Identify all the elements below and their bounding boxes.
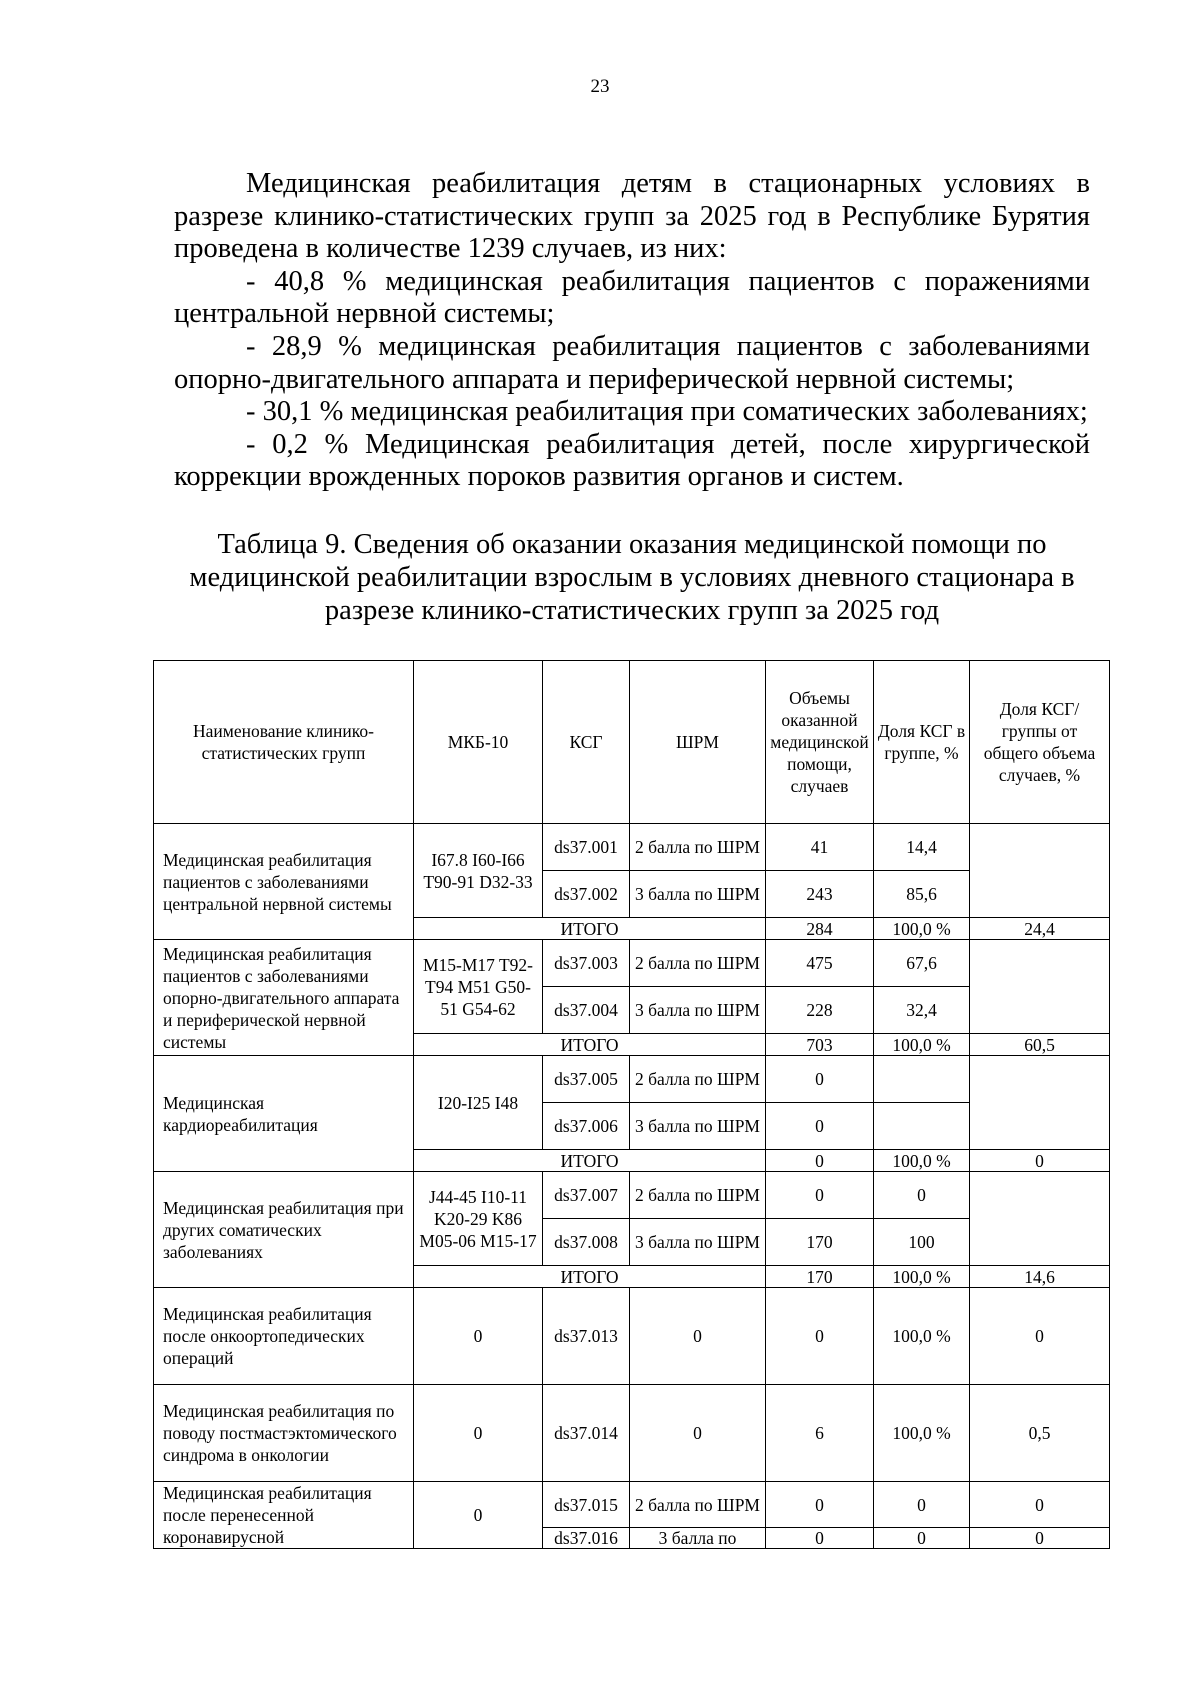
group-name: Медицинская реабилитация по поводу постмастэктомического синдрома в онкологии	[154, 1385, 414, 1482]
total-volume: 170	[766, 1266, 874, 1288]
table-row	[154, 1172, 1110, 1219]
mkb-codes: 0	[414, 1385, 543, 1482]
shrm-cell: 0	[630, 1288, 766, 1385]
total-volume: 0	[766, 1150, 874, 1172]
total-of-all: 0	[970, 1288, 1110, 1385]
share-total-empty	[970, 1056, 1110, 1150]
shrm-cell: 0	[630, 1385, 766, 1482]
itogo-label: ИТОГО	[414, 918, 766, 940]
total-volume: 703	[766, 1034, 874, 1056]
share-cell: 67,6	[874, 940, 970, 987]
shrm-cell: 3 балла по ШРМ	[630, 1219, 766, 1266]
rehab-table	[153, 660, 1110, 1549]
group-name: Медицинская реабилитация пациентов с заболеваниями центральной нервной системы	[154, 824, 414, 940]
volume-cell: 243	[766, 871, 874, 918]
ksg-code: ds37.008	[543, 1219, 630, 1266]
total-of-all: 60,5	[970, 1034, 1110, 1056]
volume-cell: 0	[766, 1056, 874, 1103]
shrm-cell: 2 балла по ШРМ	[630, 1056, 766, 1103]
table-row	[154, 1385, 1110, 1482]
mkb-codes: 0	[414, 1288, 543, 1385]
share-total-empty	[970, 1172, 1110, 1266]
volume-cell: 41	[766, 824, 874, 871]
header-volume: Объемы оказанной медицинской помощи, случаев	[766, 661, 874, 824]
group-name: Медицинская кардиореабилитация	[154, 1056, 414, 1172]
table-row	[154, 1056, 1110, 1103]
header-share-total: Доля КСГ/группы от общего объема случаев, %	[970, 661, 1110, 824]
ksg-code: ds37.006	[543, 1103, 630, 1150]
volume-cell: 170	[766, 1219, 874, 1266]
header-ksg: КСГ	[543, 661, 630, 824]
ksg-code: ds37.015	[543, 1482, 630, 1528]
table-caption: Таблица 9. Сведения об оказании оказания медицинской помощи по медицинской реабилитации взрослым в условиях дневного стационара в разрезе клинико-статистических групп за 2025 год	[189, 529, 1075, 626]
total-of-all: 0	[970, 1150, 1110, 1172]
ksg-code: ds37.003	[543, 940, 630, 987]
header-name: Наименование клинико-статистических групп	[154, 661, 414, 824]
share-cell	[874, 1056, 970, 1103]
share-total-empty	[970, 824, 1110, 918]
total-share: 100,0 %	[874, 918, 970, 940]
paragraph: Медицинская реабилитация детям в стационарных условиях в разрезе клинико-статистических групп за 2025 год в Республике Бурятия проведена в количестве 1239 случаев, из них:	[174, 168, 1090, 265]
paragraph: - 28,9 % медицинская реабилитация пациентов с заболеваниями опорно-двигательного аппарата и периферической нервной системы;	[174, 330, 1090, 395]
volume-cell: 0	[766, 1528, 874, 1549]
table-row	[154, 940, 1110, 987]
ksg-code: ds37.001	[543, 824, 630, 871]
share-cell	[874, 1103, 970, 1150]
group-name: Медицинская реабилитация пациентов с заболеваниями опорно-двигательного аппарата и периферической нервной системы	[154, 940, 414, 1056]
total-of-all: 14,6	[970, 1266, 1110, 1288]
share-cell: 14,4	[874, 824, 970, 871]
group-name: Медицинская реабилитация при других соматических заболеваниях	[154, 1172, 414, 1288]
volume-cell: 6	[766, 1385, 874, 1482]
ksg-code: ds37.002	[543, 871, 630, 918]
share-cell: 0	[874, 1528, 970, 1549]
shrm-cell: 3 балла по ШРМ	[630, 987, 766, 1034]
volume-cell: 228	[766, 987, 874, 1034]
total-share: 100,0 %	[874, 1266, 970, 1288]
paragraph: - 0,2 % Медицинская реабилитация детей, после хирургической коррекции врожденных пороков развития органов и систем.	[174, 428, 1090, 493]
shrm-cell: 3 балла по	[630, 1528, 766, 1549]
group-name: Медицинская реабилитация после онкоортопедических операций	[154, 1288, 414, 1385]
ksg-code: ds37.014	[543, 1385, 630, 1482]
body-text	[174, 168, 1090, 494]
table-header-row	[154, 661, 1110, 824]
total-share: 100,0 %	[874, 1150, 970, 1172]
paragraph: - 30,1 % медицинская реабилитация при соматических заболеваниях;	[246, 396, 1088, 428]
group-name: Медицинская реабилитация после перенесенной коронавирусной	[154, 1482, 414, 1549]
volume-cell: 0	[766, 1288, 874, 1385]
ksg-code: ds37.013	[543, 1288, 630, 1385]
volume-cell: 475	[766, 940, 874, 987]
shrm-cell: 2 балла по ШРМ	[630, 824, 766, 871]
itogo-label: ИТОГО	[414, 1266, 766, 1288]
shrm-cell: 3 балла по ШРМ	[630, 871, 766, 918]
header-shrm: ШРМ	[630, 661, 766, 824]
table-row	[154, 1482, 1110, 1528]
share-cell: 100,0 %	[874, 1288, 970, 1385]
header-mkb: МКБ-10	[414, 661, 543, 824]
page-number: 23	[590, 76, 610, 97]
share-cell: 100	[874, 1219, 970, 1266]
shrm-cell: 2 балла по ШРМ	[630, 1482, 766, 1528]
paragraph: - 40,8 % медицинская реабилитация пациентов с поражениями центральной нервной системы;	[174, 265, 1090, 330]
shrm-cell: 2 балла по ШРМ	[630, 1172, 766, 1219]
share-cell: 0	[874, 1172, 970, 1219]
table-row	[154, 824, 1110, 871]
total-of-all: 0,5	[970, 1385, 1110, 1482]
total-share: 100,0 %	[874, 1034, 970, 1056]
total-of-all: 0	[970, 1528, 1110, 1549]
volume-cell: 0	[766, 1172, 874, 1219]
ksg-code: ds37.016	[543, 1528, 630, 1549]
mkb-codes: J44-45 I10-11 K20-29 K86 M05-06 M15-17	[414, 1172, 543, 1266]
mkb-codes: M15-M17 T92-T94 M51 G50-51 G54-62	[414, 940, 543, 1034]
volume-cell: 0	[766, 1482, 874, 1528]
header-share-group: Доля КСГ в группе, %	[874, 661, 970, 824]
ksg-code: ds37.007	[543, 1172, 630, 1219]
share-total-empty	[970, 940, 1110, 1034]
volume-cell: 0	[766, 1103, 874, 1150]
total-of-all: 24,4	[970, 918, 1110, 940]
share-cell: 0	[874, 1482, 970, 1528]
shrm-cell: 3 балла по ШРМ	[630, 1103, 766, 1150]
share-cell: 32,4	[874, 987, 970, 1034]
mkb-codes: 0	[414, 1482, 543, 1549]
total-volume: 284	[766, 918, 874, 940]
shrm-cell: 2 балла по ШРМ	[630, 940, 766, 987]
total-of-all: 0	[970, 1482, 1110, 1528]
mkb-codes: I67.8 I60-I66 T90-91 D32-33	[414, 824, 543, 918]
table-row	[154, 1288, 1110, 1385]
itogo-label: ИТОГО	[414, 1034, 766, 1056]
ksg-code: ds37.005	[543, 1056, 630, 1103]
share-cell: 100,0 %	[874, 1385, 970, 1482]
mkb-codes: I20-I25 I48	[414, 1056, 543, 1150]
share-cell: 85,6	[874, 871, 970, 918]
ksg-code: ds37.004	[543, 987, 630, 1034]
itogo-label: ИТОГО	[414, 1150, 766, 1172]
